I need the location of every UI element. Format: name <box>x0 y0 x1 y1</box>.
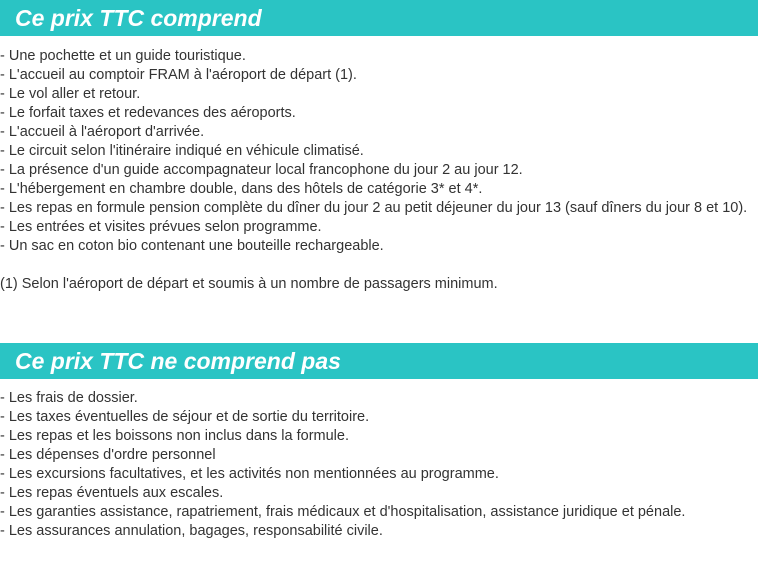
list-item: - Les excursions facultatives, et les activités non mentionnées au programme. <box>0 466 499 482</box>
list-item: - Les entrées et visites prévues selon programme. <box>0 219 322 235</box>
list-item: - La présence d'un guide accompagnateur local francophone du jour 2 au jour 12. <box>0 162 523 178</box>
list-item: - Les repas en formule pension complète du dîner du jour 2 au petit déjeuner du jour 13 (sauf dîners du jour 8 et 10). <box>0 200 748 216</box>
list-item: - Les repas éventuels aux escales. <box>0 485 224 501</box>
list-item: - L'accueil au comptoir FRAM à l'aéroport de départ (1). <box>0 67 357 83</box>
list-item: - Les taxes éventuelles de séjour et de sortie du territoire. <box>0 409 370 425</box>
included-items-list <box>0 47 758 256</box>
list-item: - L'accueil à l'aéroport d'arrivée. <box>0 124 205 140</box>
list-item: - Le circuit selon l'itinéraire indiqué en véhicule climatisé. <box>0 143 364 159</box>
list-item: - Le forfait taxes et redevances des aéroports. <box>0 105 296 121</box>
list-item: - Les assurances annulation, bagages, responsabilité civile. <box>0 523 383 539</box>
list-item: - Le vol aller et retour. <box>0 86 141 102</box>
excluded-section <box>0 343 758 541</box>
list-item: - Les garanties assistance, rapatriement, frais médicaux et d'hospitalisation, assistance juridique et pénale. <box>0 504 686 520</box>
list-item: - Les dépenses d'ordre personnel <box>0 447 216 463</box>
list-item: - L'hébergement en chambre double, dans des hôtels de catégorie 3* et 4*. <box>0 181 483 197</box>
excluded-section-title: Ce prix TTC ne comprend pas <box>0 343 758 379</box>
list-item: - Un sac en coton bio contenant une bouteille rechargeable. <box>0 238 384 254</box>
included-footnote: (1) Selon l'aéroport de départ et soumis à un nombre de passagers minimum. <box>0 276 498 292</box>
list-item: - Une pochette et un guide touristique. <box>0 48 246 64</box>
excluded-items-list <box>0 389 758 541</box>
included-section-title: Ce prix TTC comprend <box>0 0 758 36</box>
list-item: - Les frais de dossier. <box>0 390 138 406</box>
list-item: - Les repas et les boissons non inclus dans la formule. <box>0 428 349 444</box>
